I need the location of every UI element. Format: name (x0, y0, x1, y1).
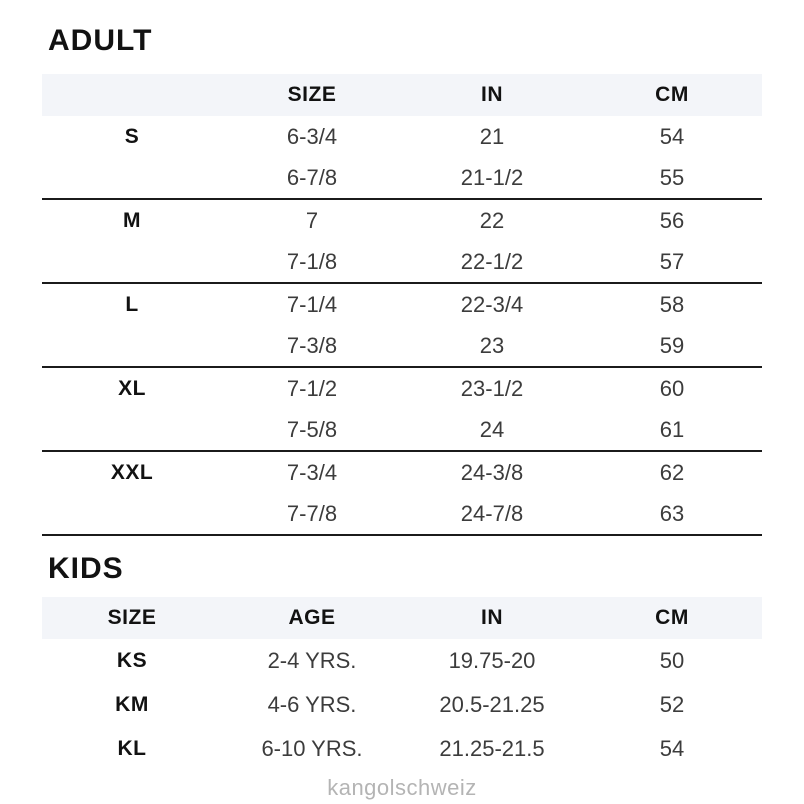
table-row (42, 200, 762, 241)
kids-table-header-row (42, 597, 762, 639)
inches-value: 19.75-20 (448, 648, 536, 673)
table-row (42, 639, 762, 683)
size-label: KS (116, 649, 148, 672)
size-label: KM (115, 693, 149, 716)
inches-value: 23-1/2 (460, 375, 524, 401)
adult-header-in: IN (481, 83, 503, 106)
size-label: L (125, 292, 139, 316)
age-value: 6-10 YRS. (261, 736, 363, 761)
hat-size-value: 7-3/4 (286, 459, 338, 485)
hat-size-value: 6-3/4 (286, 123, 338, 149)
adult-section-title: ADULT (48, 24, 153, 57)
adult-size-group-l (42, 284, 762, 368)
cm-value: 54 (659, 736, 685, 761)
cm-value: 60 (659, 375, 685, 401)
cm-value: 62 (659, 459, 685, 485)
inches-value: 21 (479, 123, 505, 149)
hat-size-value: 7 (305, 207, 319, 233)
kids-section-title: KIDS (48, 552, 124, 585)
adult-header-cm: CM (655, 83, 689, 106)
age-value: 2-4 YRS. (267, 648, 357, 673)
cm-value: 58 (659, 291, 685, 317)
inches-value: 24 (479, 416, 505, 442)
age-value: 4-6 YRS. (267, 692, 357, 717)
adult-size-group-m (42, 200, 762, 284)
inches-value: 21.25-21.5 (439, 736, 545, 761)
adult-size-group-xl (42, 368, 762, 452)
cm-value: 56 (659, 207, 685, 233)
table-row (42, 683, 762, 727)
inches-value: 22 (479, 207, 505, 233)
table-row (42, 409, 762, 450)
kids-header-cm: CM (655, 606, 689, 629)
cm-value: 57 (659, 248, 685, 274)
adult-header-size: SIZE (287, 83, 337, 106)
table-row (42, 493, 762, 534)
inches-value: 22-1/2 (460, 248, 524, 274)
hat-size-value: 7-1/2 (286, 375, 338, 401)
cm-value: 63 (659, 500, 685, 526)
kids-header-size: SIZE (107, 606, 157, 629)
kids-header-in: IN (481, 606, 503, 629)
kids-size-table (42, 597, 762, 771)
kids-header-age: AGE (288, 606, 336, 629)
inches-value: 23 (479, 332, 505, 358)
table-row (42, 157, 762, 198)
table-row (42, 241, 762, 282)
inches-value: 24-7/8 (460, 500, 524, 526)
watermark-text: kangolschweiz (327, 775, 477, 800)
table-row (42, 727, 762, 771)
size-label: XXL (110, 460, 154, 484)
adult-table-header-row (42, 74, 762, 116)
cm-value: 61 (659, 416, 685, 442)
size-label: S (124, 124, 140, 148)
hat-size-value: 7-1/4 (286, 291, 338, 317)
size-label: M (123, 208, 141, 232)
size-label: XL (118, 376, 146, 400)
cm-value: 59 (659, 332, 685, 358)
hat-size-value: 7-3/8 (286, 332, 338, 358)
adult-size-table (42, 74, 762, 536)
adult-size-group-xxl (42, 452, 762, 536)
hat-size-value: 6-7/8 (286, 164, 338, 190)
table-row (42, 325, 762, 366)
hat-size-value: 7-5/8 (286, 416, 338, 442)
table-row (42, 116, 762, 157)
table-row (42, 284, 762, 325)
cm-value: 55 (659, 164, 685, 190)
inches-value: 20.5-21.25 (439, 692, 545, 717)
cm-value: 50 (659, 648, 685, 673)
inches-value: 24-3/8 (460, 459, 524, 485)
size-label: KL (117, 737, 147, 760)
table-row (42, 452, 762, 493)
cm-value: 52 (659, 692, 685, 717)
table-row (42, 368, 762, 409)
inches-value: 21-1/2 (460, 164, 524, 190)
inches-value: 22-3/4 (460, 291, 524, 317)
adult-size-group-s (42, 116, 762, 200)
hat-size-value: 7-7/8 (286, 500, 338, 526)
hat-size-value: 7-1/8 (286, 248, 338, 274)
cm-value: 54 (659, 123, 685, 149)
